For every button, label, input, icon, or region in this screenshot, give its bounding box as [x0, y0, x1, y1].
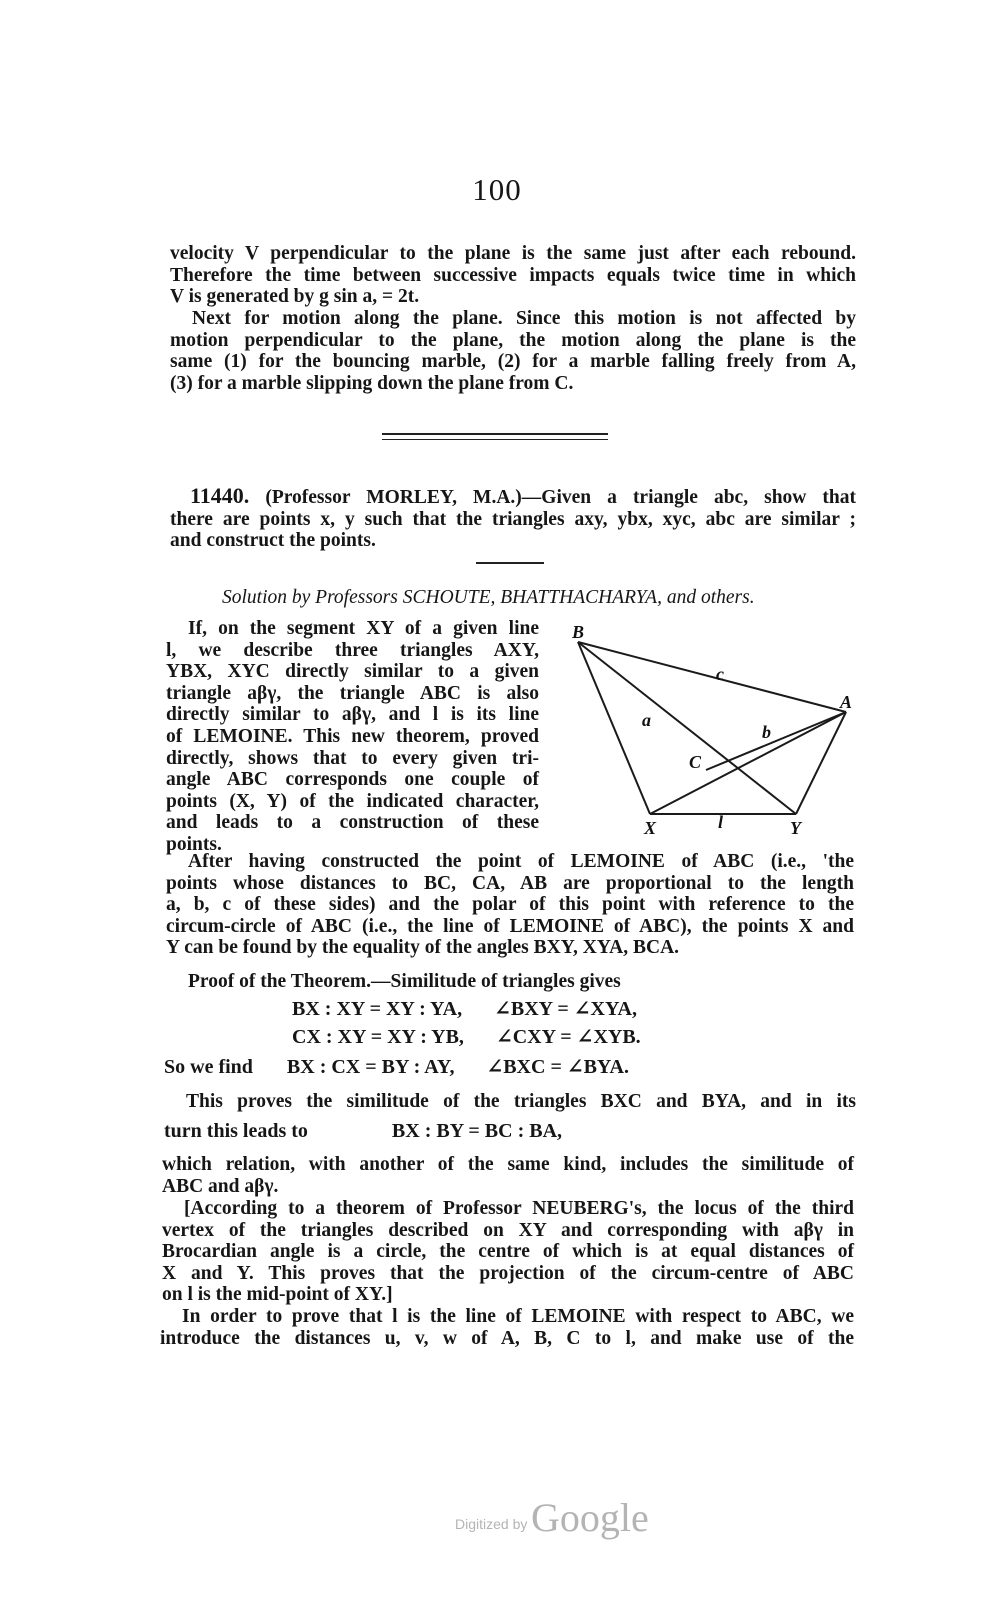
text-line: of LEMOINE. This new theorem, proved	[166, 725, 539, 747]
problem-line	[170, 485, 856, 509]
text-line: V is generated by g sin a, = 2t.	[170, 286, 420, 308]
text-line: Brocardian angle is a circle, the centre of which is at equal distances of	[162, 1241, 854, 1263]
label-b: b	[762, 722, 771, 742]
text-line: which relation, with another of the same kind, includes the similitude of	[162, 1154, 854, 1175]
label-A: A	[840, 692, 853, 712]
text-line: [According to a theorem of Professor NEUBERG's, the locus of the third	[184, 1198, 854, 1219]
line-AX	[650, 712, 846, 814]
problem-text: (Professor MORLEY, M.A.)—Given a triangle abc, show that	[265, 487, 856, 508]
text-line: and leads to a construction of these	[166, 812, 539, 834]
text-line: points (X, Y) of the indicated character,	[166, 790, 539, 812]
digitized-watermark	[455, 1495, 675, 1548]
text-line: If, on the segment XY of a given line	[188, 618, 539, 639]
equation-ratio: CX : XY = XY : YB,	[292, 1026, 464, 1048]
equation-angle: ∠CXY = ∠XYB.	[495, 1026, 641, 1048]
text-line: points.	[166, 833, 222, 855]
triangle-figure	[572, 620, 862, 838]
text-line: This proves the similitude of the triangles BXC and BYA, and in its	[186, 1091, 856, 1112]
text-line: on l is the mid-point of XY.]	[162, 1284, 393, 1306]
solution-heading-text: Solution by Professors SCHOUTE, BHATTHACHARYA, and others.	[222, 587, 755, 608]
text-line: velocity V perpendicular to the plane is the same just after each rebound.	[170, 243, 856, 264]
problem-number: 11440.	[190, 483, 250, 508]
text-line: same (1) for the bouncing marble, (2) for a marble falling freely from A,	[170, 351, 856, 373]
equation-prefix: So we find	[164, 1056, 253, 1078]
paragraph-neuberg	[162, 1198, 854, 1306]
text-line: points whose distances to BC, CA, AB are proportional to the length	[166, 872, 854, 894]
solution-heading	[222, 587, 822, 609]
text-line: angle ABC corresponds one couple of	[166, 769, 539, 791]
text-line: triangle aβγ, the triangle ABC is also	[166, 682, 539, 704]
page-number: 100	[472, 172, 522, 207]
proof-heading	[188, 971, 848, 993]
text-line: l, we describe three triangles AXY,	[166, 639, 539, 661]
text-line: Next for motion along the plane. Since this motion is not affected by	[192, 308, 856, 329]
problem-statement	[170, 485, 856, 552]
turn-prefix: turn this leads to	[164, 1120, 308, 1142]
text-line: Y can be found by the equality of the angles BXY, XYA, BCA.	[166, 937, 680, 959]
short-rule	[476, 562, 544, 564]
text-line: introduce the distances u, v, w of A, B, C to l, and make use of the	[160, 1327, 854, 1349]
text-line: directly, shows that to every given tri-	[166, 747, 539, 769]
text-line: motion perpendicular to the plane, the motion along the plane is the	[170, 329, 856, 351]
problem-line: there are points x, y such that the triangles axy, ybx, xyc, abc are similar ;	[170, 508, 856, 530]
turn-line	[164, 1120, 562, 1143]
equation-ratio: BX : XY = XY : YA,	[292, 998, 463, 1020]
label-X: X	[644, 818, 657, 838]
text-line: After having constructed the point of LEMOINE of ABC (i.e., 'the	[188, 851, 854, 872]
turn-equation: BX : BY = BC : BA,	[391, 1120, 563, 1142]
label-l: l	[718, 812, 724, 832]
equation-line-1	[292, 996, 637, 1021]
equation-ratio: BX : CX = BY : AY,	[286, 1056, 455, 1078]
text-line: X and Y. This proves that the projection of the circum-centre of ABC	[162, 1262, 854, 1284]
text-line: Therefore the time between successive impacts equals twice time in which	[170, 264, 856, 286]
line-BA	[578, 642, 846, 712]
paragraph-velocity	[170, 243, 856, 308]
digitized-by-text: Digitized by	[455, 1516, 528, 1532]
google-logo-text: Google	[531, 1495, 649, 1540]
separator-rule	[382, 439, 608, 440]
paragraph-final	[160, 1306, 854, 1349]
paragraph-which	[162, 1154, 854, 1197]
line-BX	[578, 642, 650, 814]
line-CA	[706, 712, 846, 770]
paragraph-lemoine	[166, 851, 854, 959]
equation-line-3	[164, 1054, 629, 1079]
proof-heading-text: Proof of the Theorem.—Similitude of triangles gives	[188, 971, 621, 992]
text-line: YBX, XYC directly similar to a given	[166, 661, 539, 683]
separator-rule	[382, 433, 608, 435]
theorem-column	[166, 618, 539, 856]
label-c: c	[716, 664, 724, 684]
label-a: a	[642, 710, 651, 730]
paragraph-motion	[170, 308, 856, 394]
line-AY	[796, 712, 846, 814]
equation-angle: ∠BXC = ∠BYA.	[486, 1056, 629, 1078]
text-line: (3) for a marble slipping down the plane from C.	[170, 372, 574, 394]
text-line: ABC and aβγ.	[162, 1175, 279, 1197]
text-line: directly similar to aβγ, and l is its line	[166, 704, 539, 726]
text-line: a, b, c of these sides) and the polar of this point with reference to the	[166, 894, 854, 916]
equation-line-2	[292, 1024, 641, 1049]
label-C: C	[689, 752, 702, 772]
label-Y: Y	[790, 818, 801, 838]
equation-angle: ∠BXY = ∠XYA,	[494, 998, 637, 1020]
text-line: circum-circle of ABC (i.e., the line of LEMOINE of ABC), the points X and	[166, 915, 854, 937]
text-line: vertex of the triangles described on XY and corresponding with aβγ in	[162, 1219, 854, 1241]
text-line: In order to prove that l is the line of LEMOINE with respect to ABC, we	[182, 1306, 854, 1327]
problem-line: and construct the points.	[170, 530, 376, 552]
paragraph-proves	[164, 1091, 856, 1113]
label-B: B	[572, 622, 585, 642]
